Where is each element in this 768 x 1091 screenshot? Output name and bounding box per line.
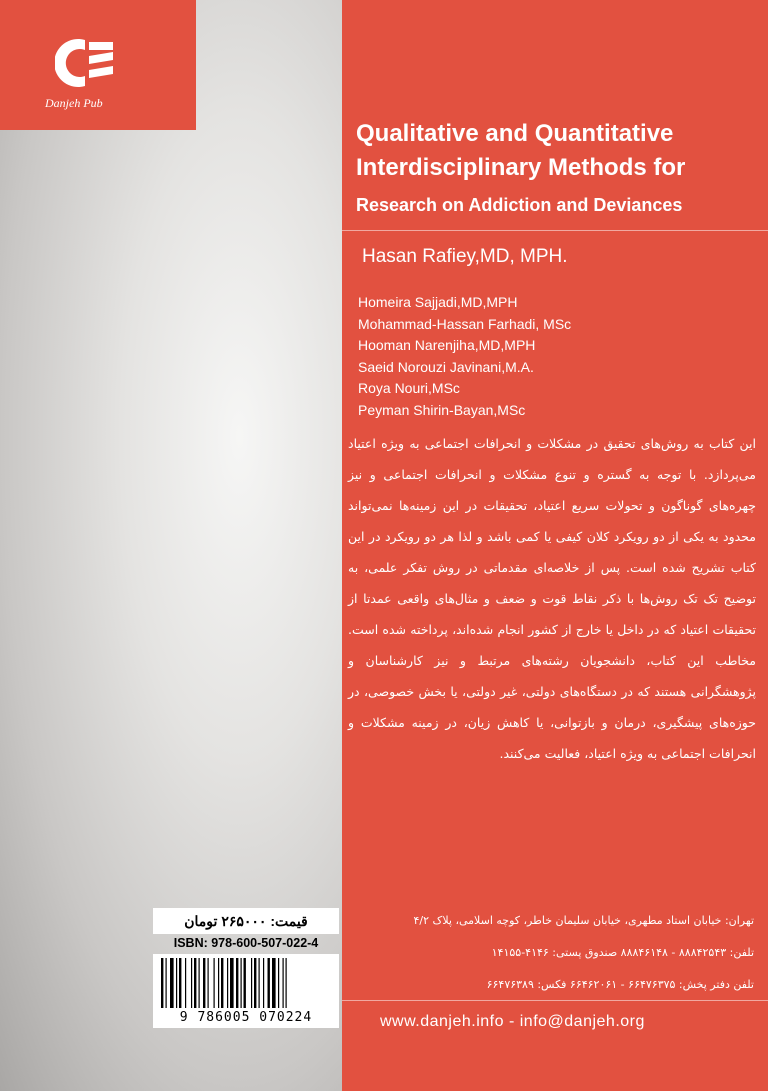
main-author: Hasan Rafiey,MD, MPH. xyxy=(362,246,568,267)
footer-divider xyxy=(342,1000,768,1001)
barcode-bars-icon xyxy=(159,958,333,1010)
book-title-line-2: Interdisciplinary Methods for xyxy=(356,154,686,181)
co-author: Roya Nouri,MSc xyxy=(358,380,460,396)
website-and-email[interactable]: www.danjeh.info - info@danjeh.org xyxy=(380,1013,645,1030)
distribution-phone-line: تلفن دفتر پخش: ۶۶۴۷۶۳۷۵ - ۶۶۴۶۲۰۶۱ فکس: ۶۶۴۷۶۳۸۹ xyxy=(486,978,754,991)
publisher-logo-icon xyxy=(55,38,117,88)
co-author: Mohammad-Hassan Farhadi, MSc xyxy=(358,315,572,332)
title-divider xyxy=(342,230,768,231)
co-author: Hooman Narenjiha,MD,MPH xyxy=(358,337,536,353)
phone-line: تلفن: ۸۸۸۴۲۵۴۳ - ۸۸۸۴۶۱۴۸ صندوق پستی: ۴۱۴۶-۱۴۱۵۵ xyxy=(491,946,754,959)
publisher-name: Danjeh Pub xyxy=(45,96,103,110)
address-line: تهران: خیابان استاد مطهری، خیابان سلیمان خاطر، کوچه اسلامی، پلاک ۴/۲ xyxy=(413,914,754,927)
co-author-list xyxy=(358,292,571,421)
book-description: این کتاب به روش‌های تحقیق در مشکلات و انحرافات اجتماعی به ویژه اعتیاد می‌پردازد. با توجه به گستره و تنوع مشکلات و انحرافات اجتماعی و نیز چهره‌های گوناگون و تحولات سریع اعتیاد، تحقیقات در این زمینه‌ها نمی‌تواند محدود به یکی از دو رویکرد کلان کیفی یا کمی باشد و لذا هر دو رویکرد در این کتاب تشریح شده است. پس از خلاصه‌ای مقدماتی در روش تفکر علمی، به توضیح تک تک روش‌ها با ذکر نقاط قوت و ضعف و مثال‌های واقعی عمدتا از تحقیقات اعتیاد که در داخل یا خارج از کشور انجام شده‌اند، پرداخته شده است. مخاطب این کتاب، دانشجویان رشته‌های مرتبط و نیز کارشناسان و پژوهشگرانی هستند که در دستگاه‌های دولتی، غیر دولتی، یا بخش خصوصی، در حوزه‌های پیشگیری، درمان و بازتوانی، یا کاهش زیان، در زمینه مشکلات و انحرافات اجتماعی به ویژه اعتیاد، فعالیت می‌کنند. xyxy=(348,436,756,761)
price-label: قیمت: ۲۶۵۰۰۰ تومان xyxy=(153,908,339,934)
barcode-number: 9 786005 070224 xyxy=(179,1010,313,1025)
book-title-line-3: Research on Addiction and Deviances xyxy=(356,195,683,215)
co-author: Saeid Norouzi Javinani,M.A. xyxy=(358,358,534,375)
barcode xyxy=(153,954,339,1028)
co-author: Homeira Sajjadi,MD,MPH xyxy=(358,294,518,310)
co-author: Peyman Shirin-Bayan,MSc xyxy=(358,401,526,418)
book-title-line-1: Qualitative and Quantitative xyxy=(356,120,674,147)
isbn-label: ISBN: 978-600-507-022-4 xyxy=(173,936,319,950)
